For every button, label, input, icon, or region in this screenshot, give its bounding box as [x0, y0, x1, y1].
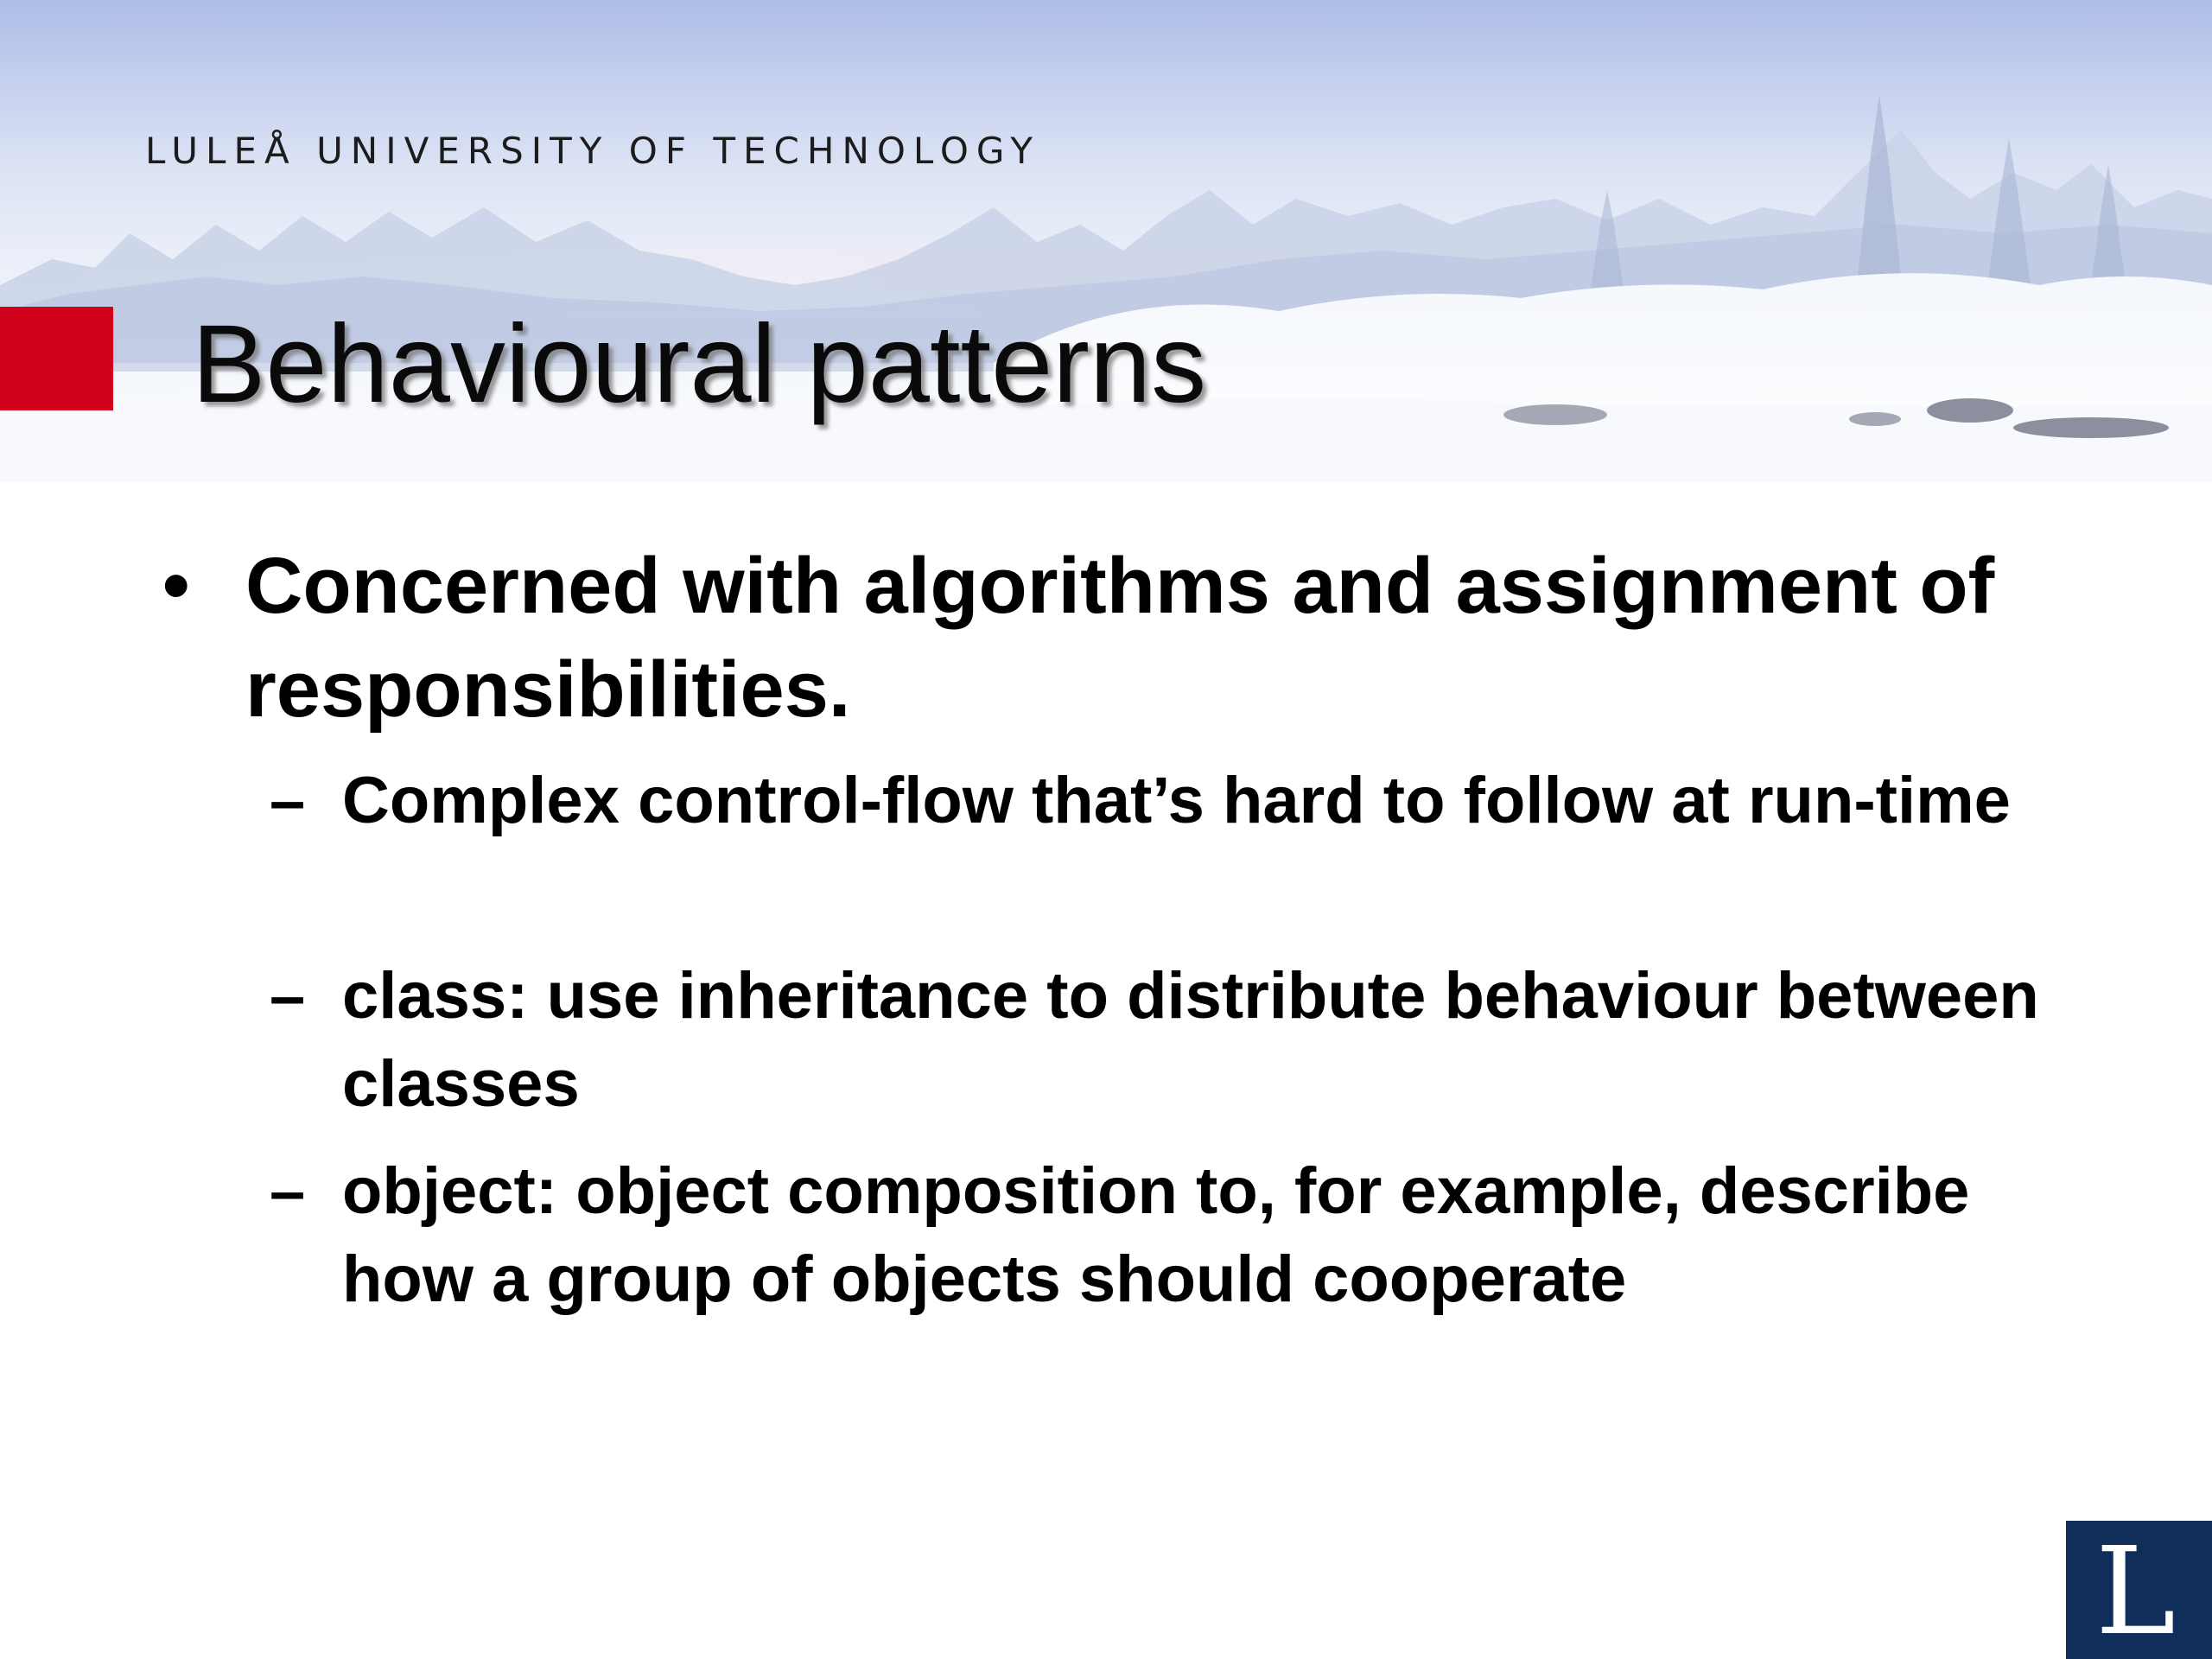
sub-point-1: Complex control-flow that’s hard to follow at run-time	[342, 764, 2011, 837]
sub-point-2: class: use inheritance to distribute behaviour between classes	[342, 959, 2039, 1121]
main-point: Concerned with algorithms and assignment of responsibilities.	[245, 542, 1995, 734]
dash-icon: –	[270, 765, 306, 836]
dash-icon: –	[270, 1155, 306, 1227]
header-banner	[0, 0, 2212, 482]
accent-square	[0, 307, 113, 410]
dash-icon: –	[270, 960, 306, 1032]
logo-letter: L	[2095, 1522, 2176, 1659]
university-logo-icon	[2066, 1521, 2212, 1659]
slide-title: Behavioural patterns	[192, 302, 1207, 426]
bullet-icon: •	[162, 543, 190, 629]
sub-point-3: object: object composition to, for example, describe how a group of objects should cooperate	[342, 1154, 1970, 1316]
university-name: LULEÅ UNIVERSITY OF TECHNOLOGY	[145, 130, 1040, 172]
